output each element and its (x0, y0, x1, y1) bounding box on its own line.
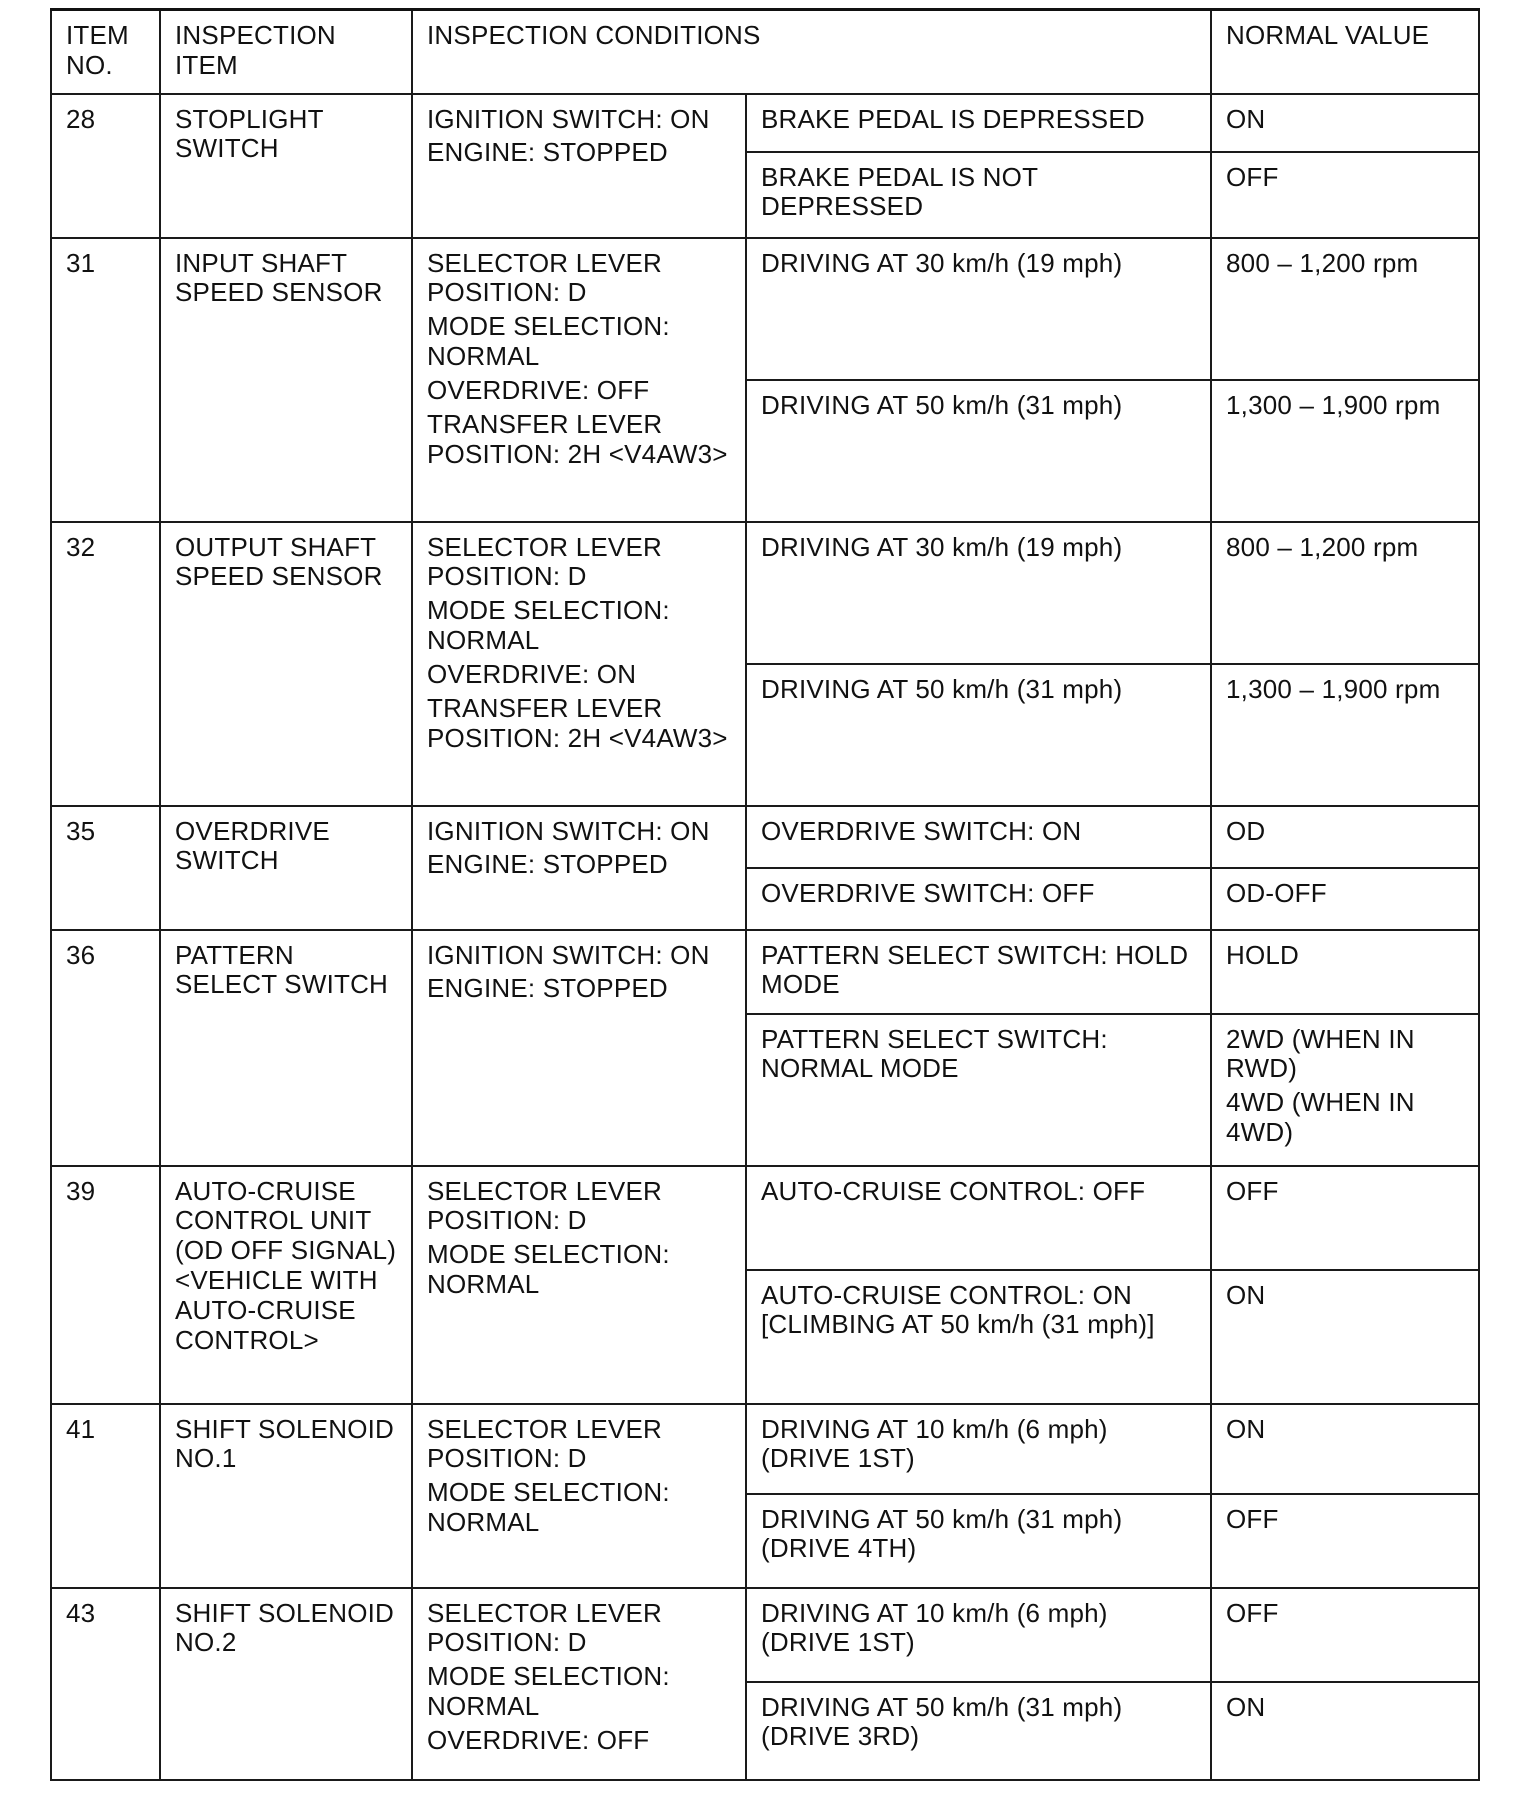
normal-value-line: 800 – 1,200 rpm (1226, 531, 1419, 562)
condition-line: ENGINE: STOPPED (427, 137, 668, 168)
condition-line: OVERDRIVE: OFF (427, 375, 650, 406)
inspection-conditions-cell (412, 806, 746, 930)
case-condition-cell: PATTERN SELECT SWITCH: NORMAL MODE (746, 1014, 1211, 1166)
inspection-item-cell: SHIFT SOLENOID NO.2 (160, 1588, 412, 1780)
table-row (51, 1166, 1479, 1270)
normal-value-cell (1211, 930, 1479, 1014)
condition-line: SELECTOR LEVER POSITION: D (427, 247, 662, 308)
item-no-cell: 36 (51, 930, 160, 1166)
inspection-item-cell: OUTPUT SHAFT SPEED SENSOR (160, 522, 412, 806)
normal-value-line: OD-OFF (1226, 877, 1327, 908)
normal-value-cell (1211, 1166, 1479, 1270)
case-condition-cell: DRIVING AT 50 km/h (31 mph) (746, 664, 1211, 806)
normal-value-cell (1211, 1682, 1479, 1780)
table-row (51, 94, 1479, 152)
normal-value-line: OD (1226, 815, 1266, 846)
condition-line: SELECTOR LEVER POSITION: D (427, 1175, 662, 1236)
item-no-cell: 32 (51, 522, 160, 806)
normal-value-line: 4WD (WHEN IN 4WD) (1226, 1087, 1415, 1148)
table-row (51, 1588, 1479, 1682)
condition-line: SELECTOR LEVER POSITION: D (427, 1413, 662, 1474)
case-condition-cell: DRIVING AT 30 km/h (19 mph) (746, 522, 1211, 664)
inspection-conditions-cell (412, 522, 746, 806)
inspection-item-cell: AUTO-CRUISE CONTROL UNIT (OD OFF SIGNAL) <VEHICLE WITH AUTO-CRUISE CONTROL> (160, 1166, 412, 1404)
normal-value-cell (1211, 152, 1479, 238)
case-condition-cell: DRIVING AT 50 km/h (31 mph) (746, 380, 1211, 522)
condition-line: SELECTOR LEVER POSITION: D (427, 1597, 662, 1658)
condition-line: IGNITION SWITCH: ON (427, 815, 710, 846)
normal-value-cell (1211, 1588, 1479, 1682)
case-condition-cell: DRIVING AT 10 km/h (6 mph) (DRIVE 1ST) (746, 1404, 1211, 1494)
normal-value-cell (1211, 522, 1479, 664)
inspection-item-cell: OVERDRIVE SWITCH (160, 806, 412, 930)
inspection-table (50, 8, 1480, 1781)
inspection-item-cell: PATTERN SELECT SWITCH (160, 930, 412, 1166)
item-no-cell: 31 (51, 238, 160, 522)
condition-line: IGNITION SWITCH: ON (427, 939, 710, 970)
case-condition-cell: AUTO-CRUISE CONTROL: ON [CLIMBING AT 50 km/h (31 mph)] (746, 1270, 1211, 1404)
normal-value-cell (1211, 1270, 1479, 1404)
condition-line: OVERDRIVE: ON (427, 659, 637, 690)
normal-value-cell (1211, 1014, 1479, 1166)
case-condition-cell: DRIVING AT 50 km/h (31 mph) (DRIVE 4TH) (746, 1494, 1211, 1588)
normal-value-line: 2WD (WHEN IN RWD) (1226, 1023, 1415, 1084)
item-no-cell: 41 (51, 1404, 160, 1588)
condition-line: OVERDRIVE: OFF (427, 1725, 650, 1756)
case-condition-cell: PATTERN SELECT SWITCH: HOLD MODE (746, 930, 1211, 1014)
case-condition-cell: AUTO-CRUISE CONTROL: OFF (746, 1166, 1211, 1270)
case-condition-cell: BRAKE PEDAL IS DEPRESSED (746, 94, 1211, 152)
normal-value-line: 1,300 – 1,900 rpm (1226, 673, 1441, 704)
normal-value-cell (1211, 380, 1479, 522)
normal-value-cell (1211, 806, 1479, 868)
normal-value-line: OFF (1226, 1597, 1279, 1628)
inspection-conditions-cell (412, 1166, 746, 1404)
table-body (51, 94, 1479, 1780)
header-row (51, 10, 1479, 94)
condition-line: TRANSFER LEVER POSITION: 2H <V4AW3> (427, 692, 728, 753)
condition-line: TRANSFER LEVER POSITION: 2H <V4AW3> (427, 408, 728, 469)
table-row (51, 806, 1479, 868)
normal-value-line: ON (1226, 103, 1266, 134)
normal-value-line: ON (1226, 1279, 1266, 1310)
normal-value-line: ON (1226, 1691, 1266, 1722)
case-condition-cell: DRIVING AT 50 km/h (31 mph) (DRIVE 3RD) (746, 1682, 1211, 1780)
inspection-item-cell: SHIFT SOLENOID NO.1 (160, 1404, 412, 1588)
table-row (51, 238, 1479, 380)
normal-value-line: OFF (1226, 1503, 1279, 1534)
normal-value-cell (1211, 94, 1479, 152)
inspection-conditions-cell (412, 238, 746, 522)
condition-line: ENGINE: STOPPED (427, 973, 668, 1004)
condition-line: MODE SELECTION: NORMAL (427, 1239, 670, 1300)
condition-line: MODE SELECTION: NORMAL (427, 311, 670, 372)
inspection-item-cell: INPUT SHAFT SPEED SENSOR (160, 238, 412, 522)
normal-value-cell (1211, 238, 1479, 380)
header-normal-value: NORMAL VALUE (1211, 10, 1479, 94)
inspection-item-cell: STOPLIGHT SWITCH (160, 94, 412, 238)
case-condition-cell: DRIVING AT 10 km/h (6 mph) (DRIVE 1ST) (746, 1588, 1211, 1682)
normal-value-line: 800 – 1,200 rpm (1226, 247, 1419, 278)
item-no-cell: 35 (51, 806, 160, 930)
normal-value-line: ON (1226, 1413, 1266, 1444)
normal-value-line: HOLD (1226, 939, 1300, 970)
normal-value-line: OFF (1226, 161, 1279, 192)
case-condition-cell: OVERDRIVE SWITCH: OFF (746, 868, 1211, 930)
condition-line: IGNITION SWITCH: ON (427, 103, 710, 134)
header-item-no: ITEM NO. (51, 10, 160, 94)
inspection-conditions-cell (412, 1588, 746, 1780)
inspection-conditions-cell (412, 1404, 746, 1588)
case-condition-cell: BRAKE PEDAL IS NOT DEPRESSED (746, 152, 1211, 238)
case-condition-cell: DRIVING AT 30 km/h (19 mph) (746, 238, 1211, 380)
normal-value-cell (1211, 1494, 1479, 1588)
condition-line: MODE SELECTION: NORMAL (427, 595, 670, 656)
header-inspection-item: INSPECTION ITEM (160, 10, 412, 94)
case-condition-cell: OVERDRIVE SWITCH: ON (746, 806, 1211, 868)
normal-value-cell (1211, 868, 1479, 930)
normal-value-cell (1211, 664, 1479, 806)
condition-line: MODE SELECTION: NORMAL (427, 1477, 670, 1538)
normal-value-line: 1,300 – 1,900 rpm (1226, 389, 1441, 420)
item-no-cell: 43 (51, 1588, 160, 1780)
header-inspection-conditions: INSPECTION CONDITIONS (412, 10, 1211, 94)
condition-line: ENGINE: STOPPED (427, 849, 668, 880)
item-no-cell: 39 (51, 1166, 160, 1404)
item-no-cell: 28 (51, 94, 160, 238)
condition-line: MODE SELECTION: NORMAL (427, 1661, 670, 1722)
table-row (51, 1404, 1479, 1494)
table-row (51, 930, 1479, 1014)
condition-line: SELECTOR LEVER POSITION: D (427, 531, 662, 592)
normal-value-line: OFF (1226, 1175, 1279, 1206)
normal-value-cell (1211, 1404, 1479, 1494)
inspection-conditions-cell (412, 94, 746, 238)
table-row (51, 522, 1479, 664)
inspection-conditions-cell (412, 930, 746, 1166)
